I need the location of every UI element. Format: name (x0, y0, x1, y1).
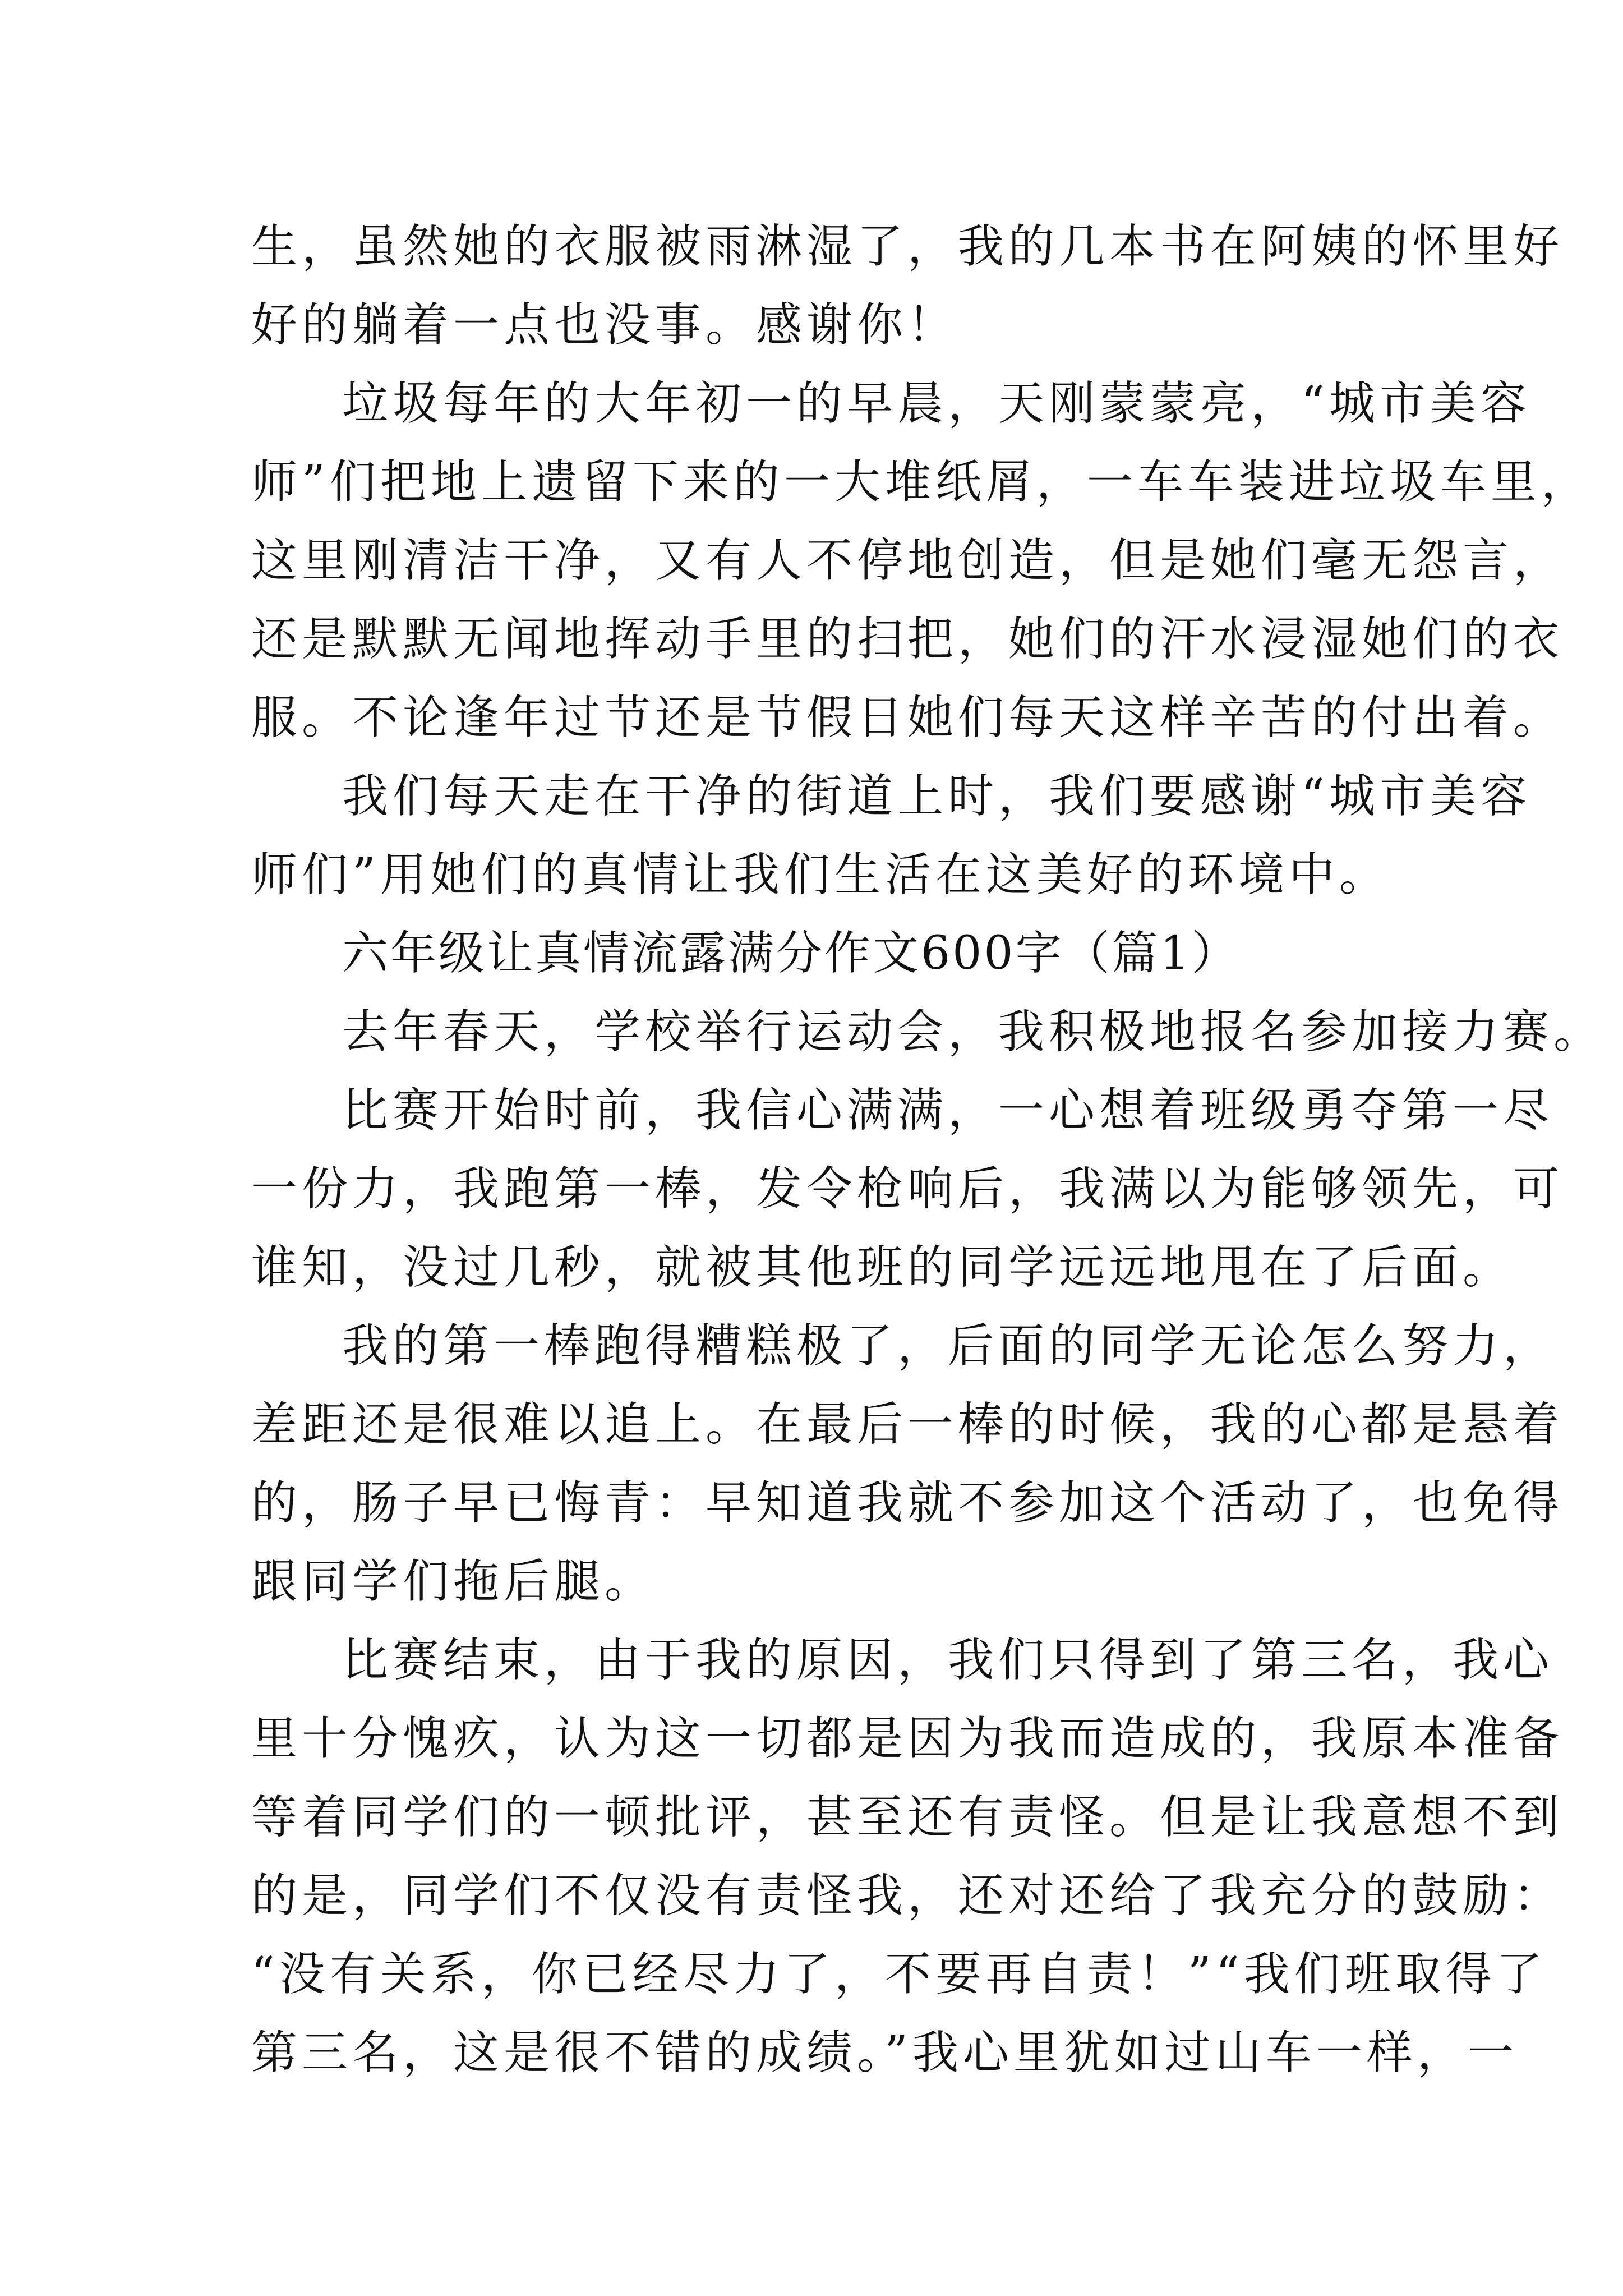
section-heading: 六年级让真情流露满分作文600字（篇1） (342, 927, 1240, 980)
paragraph-line-13: 谁知，没过几秒，就被其他班的同学远远地甩在了后面。 (251, 1241, 1514, 1294)
paragraph-line-5: 这里刚清洁干净，又有人不停地创造，但是她们毫无怨言， (251, 534, 1564, 587)
paragraph-line-19: 里十分愧疚，认为这一切都是因为我而造成的，我原本准备 (251, 1712, 1564, 1765)
paragraph-line-14: 我的第一棒跑得糟糕极了，后面的同学无论怎么努力， (342, 1319, 1554, 1373)
paragraph-line-20: 等着同学们的一顿批评，甚至还有责怪。但是让我意想不到 (251, 1791, 1564, 1844)
paragraph-line-17: 跟同学们拖后腿。 (251, 1555, 656, 1608)
paragraph-line-4: 师”们把地上遗留下来的一大堆纸屑，一车车装进垃圾车里， (251, 455, 1592, 509)
paragraph-line-22: “没有关系，你已经尽力了，不要再自责！”“我们班取得了 (251, 1948, 1547, 2001)
paragraph-line-16: 的，肠子早已悔青：早知道我就不参加这个活动了，也免得 (251, 1476, 1564, 1530)
paragraph-line-12: 一份力，我跑第一棒，发令枪响后，我满以为能够领先，可 (251, 1162, 1564, 1216)
paragraph-line-18: 比赛结束，由于我的原因，我们只得到了第三名，我心 (342, 1634, 1554, 1687)
paragraph-line-7: 服。不论逢年过节还是节假日她们每天这样辛苦的付出着。 (251, 691, 1564, 744)
paragraph-line-1: 生，虽然她的衣服被雨淋湿了，我的几本书在阿姨的怀里好 (251, 220, 1564, 273)
paragraph-line-2: 好的躺着一点也没事。感谢你！ (251, 298, 958, 352)
paragraph-line-23: 第三名，这是很不错的成绩。”我心里犹如过山车一样，一 (251, 2026, 1518, 2079)
paragraph-line-10: 去年春天，学校举行运动会，我积极地报名参加接力赛。 (342, 1005, 1604, 1059)
paragraph-line-3: 垃圾每年的大年初一的早晨，天刚蒙蒙亮，“城市美容 (342, 377, 1531, 430)
paragraph-line-11: 比赛开始时前，我信心满满，一心想着班级勇夺第一尽 (342, 1084, 1554, 1137)
paragraph-line-9: 师们”用她们的真情让我们生活在这美好的环境中。 (251, 848, 1390, 901)
paragraph-line-6: 还是默默无闻地挥动手里的扫把，她们的汗水浸湿她们的衣 (251, 613, 1564, 666)
paragraph-line-21: 的是，同学们不仅没有责怪我，还对还给了我充分的鼓励： (251, 1869, 1564, 1922)
paragraph-line-15: 差距还是很难以追上。在最后一棒的时候，我的心都是悬着 (251, 1398, 1564, 1451)
paragraph-line-8: 我们每天走在干净的街道上时，我们要感谢“城市美容 (342, 770, 1531, 823)
